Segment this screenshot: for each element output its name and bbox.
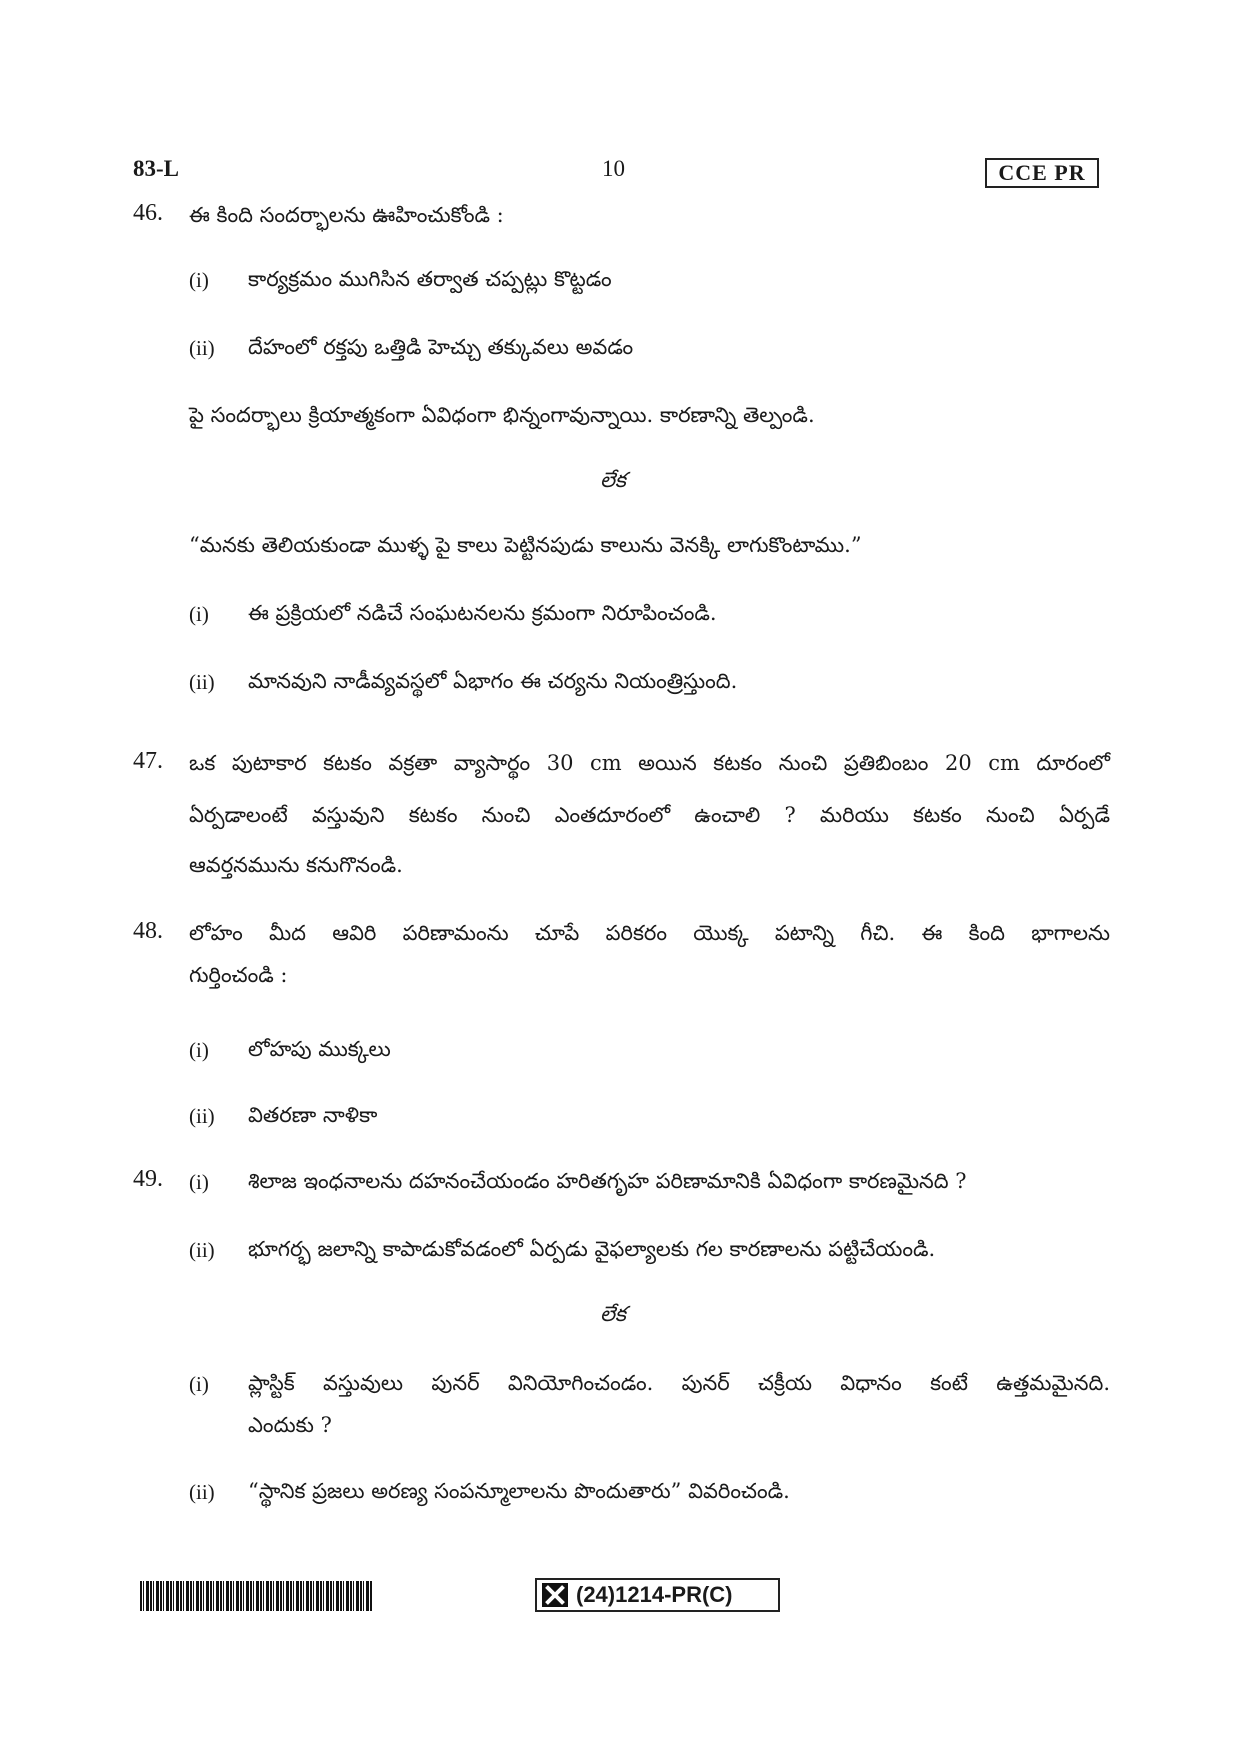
question-49-number: 49. <box>133 1166 163 1192</box>
question-49-item-2-text: భూగర్భ జలాన్ని కాపాడుకోవడంలో ఏర్పడు వైఫల్యాలకు గల కారణాలను పట్టిచేయండి. <box>248 1237 936 1261</box>
question-48-item-1-text: లోహపు ముక్కలు <box>248 1037 391 1061</box>
question-49-or-item-2-text: “స్థానిక ప్రజలు అరణ్య సంపన్మూలాలను పొందుతారు” వివరించండి. <box>248 1479 790 1503</box>
question-46-item-2-label: (ii) <box>189 336 215 360</box>
question-47-line-1: ఒక పుటాకార కటకం వక్రతా వ్యాసార్థం 30 cm అయిన కటకం నుంచి ప్రతిబింబం 20 cm దూరంలో <box>189 751 1110 775</box>
question-46-intro: ఈ కింది సందర్భాలను ఊహించుకోండి : <box>189 203 504 227</box>
question-49-or-item-2-label: (ii) <box>189 1480 215 1504</box>
question-49-or-item-1-line-1: ప్లాస్టిక్ వస్తువులు పునర్ వినియోగించండం. పునర్ చక్రీయ విధానం కంటే ఉత్తమమైనది. <box>248 1371 1110 1395</box>
cross-emblem-icon <box>542 1583 568 1607</box>
question-47-line-2: ఏర్పడాలంటే వస్తువుని కటకం నుంచి ఎంతదూరంలో ఉంచాలి ? మరియు కటకం నుంచి ఏర్పడే <box>189 803 1110 827</box>
question-49-or-label: లేక <box>600 1302 626 1326</box>
question-48-item-1-label: (i) <box>189 1038 209 1062</box>
question-47-line-3: ఆవర్తనమును కనుగొనండి. <box>189 853 403 877</box>
question-48-line-1: లోహం మీద ఆవిరి పరిణామంను చూపే పరికరం యొక్క పటాన్ని గీచి. ఈ కింది భాగాలను <box>189 921 1110 945</box>
question-46-quote: “మనకు తెలియకుండా ముళ్ళ పై కాలు పెట్టినపుడు కాలును వెనక్కి లాగుకొంటాము.” <box>189 533 862 557</box>
question-47-number: 47. <box>133 748 163 774</box>
barcode <box>140 1581 373 1611</box>
question-49-or-item-1-label: (i) <box>189 1372 209 1396</box>
question-48-line-2: గుర్తించండి : <box>189 963 288 987</box>
exam-type-badge: CCE PR <box>985 158 1099 188</box>
question-48-item-2-text: వితరణా నాళికా <box>248 1103 378 1127</box>
question-46-or-item-2-text: మానవుని నాడీవ్యవస్థలో ఏభాగం ఈ చర్యను నియంత్రిస్తుంది. <box>248 669 738 693</box>
question-48-item-2-label: (ii) <box>189 1104 215 1128</box>
question-49-item-2-label: (ii) <box>189 1238 215 1262</box>
question-46-or-item-1-text: ఈ ప్రక్రియలో నడిచే సంఘటనలను క్రమంగా నిరూపించండి. <box>248 601 717 625</box>
question-46-number: 46. <box>133 200 163 226</box>
question-46-instruction: పై సందర్భాలు క్రియాత్మకంగా ఏవిధంగా భిన్నంగావున్నాయి. కారణాన్ని తెల్పండి. <box>189 403 815 427</box>
question-46-or-item-2-label: (ii) <box>189 670 215 694</box>
question-46-item-1-text: కార్యక్రమం ముగిసిన తర్వాత చప్పట్లు కొట్టడం <box>248 267 612 291</box>
footer-code: (24)1214-PR(C) <box>576 1582 733 1607</box>
question-49-item-1-label: (i) <box>189 1170 209 1194</box>
question-49-item-1-text: శిలాజ ఇంధనాలను దహనంచేయండం హరితగృహ పరిణామానికి ఏవిధంగా కారణమైనది ? <box>248 1169 967 1193</box>
question-48-number: 48. <box>133 918 163 944</box>
question-46-or-item-1-label: (i) <box>189 602 209 626</box>
question-49-or-item-1-line-2: ఎందుకు ? <box>248 1413 332 1437</box>
question-46-or-label: లేక <box>600 468 626 492</box>
paper-code: 83-L <box>133 156 179 181</box>
page-number: 10 <box>602 156 625 181</box>
question-46-item-1-label: (i) <box>189 268 209 292</box>
question-46-item-2-text: దేహంలో రక్తపు ఒత్తిడి హెచ్చు తక్కువలు అవడం <box>248 335 634 359</box>
